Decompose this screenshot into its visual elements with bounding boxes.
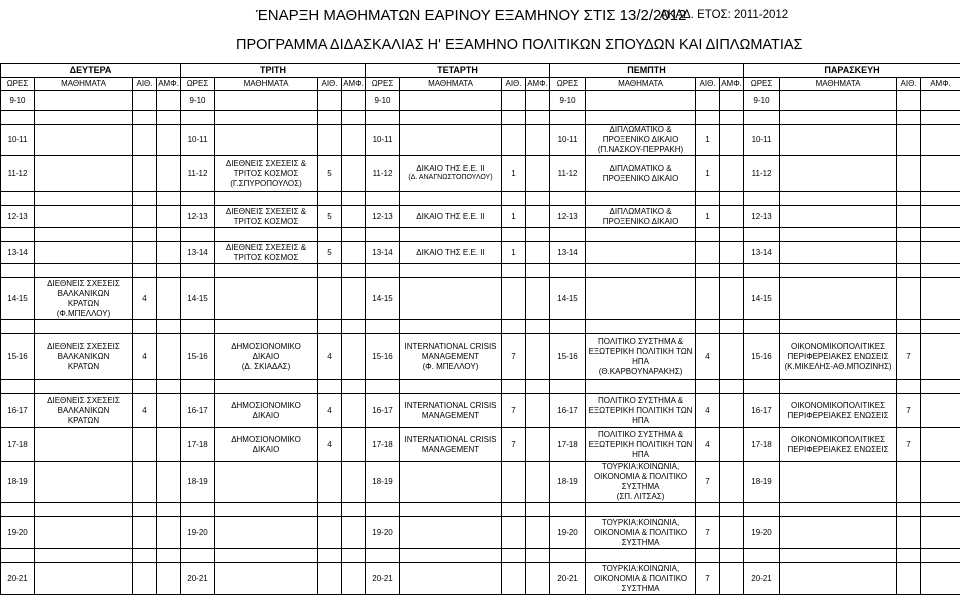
room: 1 [696,125,720,156]
slot-hour: 10-11 [1,125,35,156]
col-amph: ΑΜΦ. [720,78,744,91]
program-title: ΠΡΟΓΡΑΜΜΑ ΔΙΔΑΣΚΑΛΙΑΣ Η' ΕΞΑΜΗΝΟ ΠΟΛΙΤΙΚΩΝ ΣΠΟΥΔΩΝ ΚΑΙ ΔΙΠΛΩΜΑΤΙΑΣ [236,37,803,53]
slot-hour: 18-19 [366,462,400,503]
slot-hour: 17-18 [366,428,400,462]
slot-hour: 10-11 [181,125,215,156]
course-municipal-law: ΔΗΜΟΣΙΟΝΟΜΙΚΟ ΔΙΚΑΙΟ [215,428,318,462]
room: 7 [696,462,720,503]
course-regional-unions: ΟΙΚΟΝΟΜΙΚΟΠΟΛΙΤΙΚΕΣ ΠΕΡΙΦΕΡΕΙΑΚΕΣ ΕΝΩΣΕΙΣ (Κ.ΜΙΚΕΛΗΣ-ΑΘ.ΜΠΟΖΙΝΗΣ) [780,334,897,380]
slot-hour: 14-15 [181,278,215,320]
slot-row [1,462,960,503]
room: 1 [502,206,526,228]
course-crisis-management: INTERNATIONAL CRISIS MANAGEMENT (Φ. ΜΠΕΛΛΟΥ) [400,334,502,380]
days-row [1,64,960,78]
room: 7 [696,563,720,595]
day-tuesday: ΤΡΙΤΗ [181,64,366,78]
course-diplomatic-law: ΔΙΠΛΩΜΑΤΙΚΟ & ΠΡΟΞΕΝΙΚΟ ΔΙΚΑΙΟ (Π.ΝΑΣΚΟΥ-ΠΕΡΡΑΚΗ) [586,125,696,156]
slot-hour: 19-20 [550,517,586,549]
col-courses: ΜΑΘΗΜΑΤΑ [586,78,696,91]
slot-row [1,156,960,192]
slot-hour: 14-15 [744,278,780,320]
slot-hour: 14-15 [550,278,586,320]
room: 1 [696,206,720,228]
col-room: ΑΙΘ. [696,78,720,91]
col-room: ΑΙΘ. [133,78,157,91]
col-room: ΑΙΘ. [502,78,526,91]
slot-hour: 11-12 [550,156,586,192]
room: 5 [318,242,342,264]
timetable [0,63,960,595]
slot-hour: 15-16 [366,334,400,380]
course-intl-relations-third-world: ΔΙΕΘΝΕΙΣ ΣΧΕΣΕΙΣ & ΤΡΙΤΟΣ ΚΟΣΜΟΣ [215,242,318,264]
slot-hour: 17-18 [550,428,586,462]
slot-hour: 15-16 [744,334,780,380]
room: 7 [897,394,921,428]
slot-row [1,278,960,320]
slot-hour: 9-10 [744,91,780,111]
slot-hour: 15-16 [181,334,215,380]
course-usa-politics: ΠΟΛΙΤΙΚΟ ΣΥΣΤΗΜΑ & ΕΞΩΤΕΡΙΚΗ ΠΟΛΙΤΙΚΗ ΤΩΝ ΗΠΑ [586,394,696,428]
slot-hour: 16-17 [1,394,35,428]
col-room: ΑΙΘ. [897,78,921,91]
slot-hour: 12-13 [181,206,215,228]
course-turkey: ΤΟΥΡΚΙΑ:ΚΟΙΝΩΝΙΑ, ΟΙΚΟΝΟΜΙΑ & ΠΟΛΙΤΙΚΟ ΣΥΣΤΗΜΑ [586,517,696,549]
slot-hour: 14-15 [366,278,400,320]
slot-hour: 17-18 [181,428,215,462]
slot-hour: 12-13 [1,206,35,228]
slot-row [1,242,960,264]
col-room: ΑΙΘ. [318,78,342,91]
room: 4 [318,428,342,462]
page-title: ΈΝΑΡΞΗ ΜΑΘΗΜΑΤΩΝ ΕΑΡΙΝΟΥ ΕΞΑΜΗΝΟΥ ΣΤΙΣ 13/2/2012 [256,7,686,24]
slot-hour: 11-12 [181,156,215,192]
course-eu-law: ΔΙΚΑΙΟ ΤΗΣ Ε.Ε. ΙΙ (Δ. ΑΝΑΓΝΩΣΤΟΠΟΥΛΟΥ) [400,156,502,192]
slot-hour: 18-19 [1,462,35,503]
room: 5 [318,206,342,228]
course-crisis-management: INTERNATIONAL CRISIS MANAGEMENT [400,394,502,428]
slot-hour: 10-11 [744,125,780,156]
course-balkan-relations: ΔΙΕΘΝΕΙΣ ΣΧΕΣΕΙΣ ΒΑΛΚΑΝΙΚΩΝ ΚΡΑΤΩΝ [35,394,133,428]
slot-hour: 13-14 [1,242,35,264]
room: 7 [502,334,526,380]
slot-row [1,394,960,428]
course-diplomatic-law: ΔΙΠΛΩΜΑΤΙΚΟ & ΠΡΟΞΕΝΙΚΟ ΔΙΚΑΙΟ [586,156,696,192]
slot-hour: 18-19 [550,462,586,503]
day-friday: ΠΑΡΑΣΚΕΥΗ [744,64,960,78]
course-usa-politics: ΠΟΛΙΤΙΚΟ ΣΥΣΤΗΜΑ & ΕΞΩΤΕΡΙΚΗ ΠΟΛΙΤΙΚΗ ΤΩΝ ΗΠΑ [586,428,696,462]
slot-hour: 15-16 [1,334,35,380]
col-hours: ΩΡΕΣ [744,78,780,91]
col-amph: ΑΜΦ. [526,78,550,91]
course-usa-politics: ΠΟΛΙΤΙΚΟ ΣΥΣΤΗΜΑ & ΕΞΩΤΕΡΙΚΗ ΠΟΛΙΤΙΚΗ ΤΩΝ ΗΠΑ (Θ.ΚΑΡΒΟΥΝΑΡΑΚΗΣ) [586,334,696,380]
course-eu-law: ΔΙΚΑΙΟ ΤΗΣ Ε.Ε. ΙΙ [400,242,502,264]
room: 4 [696,428,720,462]
slot-hour: 16-17 [181,394,215,428]
slot-hour: 11-12 [1,156,35,192]
slot-hour: 19-20 [1,517,35,549]
course-diplomatic-law: ΔΙΠΛΩΜΑΤΙΚΟ & ΠΡΟΞΕΝΙΚΟ ΔΙΚΑΙΟ [586,206,696,228]
slot-hour: 20-21 [366,563,400,595]
course-intl-relations-third-world: ΔΙΕΘΝΕΙΣ ΣΧΕΣΕΙΣ & ΤΡΙΤΟΣ ΚΟΣΜΟΣ [215,206,318,228]
slot-hour: 15-16 [550,334,586,380]
slot-hour: 20-21 [181,563,215,595]
course-crisis-management: INTERNATIONAL CRISIS MANAGEMENT [400,428,502,462]
slot-hour: 13-14 [550,242,586,264]
col-hours: ΩΡΕΣ [181,78,215,91]
slot-hour: 20-21 [550,563,586,595]
room: 7 [897,334,921,380]
room: 1 [502,156,526,192]
slot-hour: 17-18 [744,428,780,462]
room: 4 [133,278,157,320]
slot-hour: 19-20 [366,517,400,549]
slot-row [1,334,960,380]
slot-hour: 11-12 [744,156,780,192]
slot-hour: 11-12 [366,156,400,192]
col-courses: ΜΑΘΗΜΑΤΑ [780,78,897,91]
slot-row [1,428,960,462]
course-municipal-law: ΔΗΜΟΣΙΟΝΟΜΙΚΟ ΔΙΚΑΙΟ (Δ. ΣΚΙΑΔΑΣ) [215,334,318,380]
course-turkey: ΤΟΥΡΚΙΑ:ΚΟΙΝΩΝΙΑ, ΟΙΚΟΝΟΜΙΑ & ΠΟΛΙΤΙΚΟ ΣΥΣΤΗΜΑ (ΣΠ. ΛΙΤΣΑΣ) [586,462,696,503]
room: 7 [897,428,921,462]
slot-hour: 19-20 [744,517,780,549]
room: 7 [502,428,526,462]
room: 4 [318,394,342,428]
slot-hour: 16-17 [744,394,780,428]
room: 4 [133,394,157,428]
slot-hour: 19-20 [181,517,215,549]
course-balkan-relations: ΔΙΕΘΝΕΙΣ ΣΧΕΣΕΙΣ ΒΑΛΚΑΝΙΚΩΝ ΚΡΑΤΩΝ [35,334,133,380]
slot-hour: 9-10 [366,91,400,111]
slot-hour: 9-10 [181,91,215,111]
room: 4 [318,334,342,380]
col-courses: ΜΑΘΗΜΑΤΑ [400,78,502,91]
col-amph: ΑΜΦ. [342,78,366,91]
slot-hour: 12-13 [744,206,780,228]
col-courses: ΜΑΘΗΜΑΤΑ [215,78,318,91]
col-hours: ΩΡΕΣ [366,78,400,91]
col-amph: ΑΜΦ. [157,78,181,91]
slot-hour: 10-11 [366,125,400,156]
slot-row [1,125,960,156]
course-turkey: ΤΟΥΡΚΙΑ:ΚΟΙΝΩΝΙΑ, ΟΙΚΟΝΟΜΙΑ & ΠΟΛΙΤΙΚΟ ΣΥΣΤΗΜΑ [586,563,696,595]
col-hours: ΩΡΕΣ [1,78,35,91]
slot-hour: 13-14 [744,242,780,264]
col-courses: ΜΑΘΗΜΑΤΑ [35,78,133,91]
room: 1 [696,156,720,192]
slot-hour: 13-14 [366,242,400,264]
col-amph: ΑΜΦ. [921,78,960,91]
room: 7 [502,394,526,428]
room: 1 [502,242,526,264]
course-regional-unions: ΟΙΚΟΝΟΜΙΚΟΠΟΛΙΤΙΚΕΣ ΠΕΡΙΦΕΡΕΙΑΚΕΣ ΕΝΩΣΕΙΣ [780,394,897,428]
slot-hour: 17-18 [1,428,35,462]
course-eu-law: ΔΙΚΑΙΟ ΤΗΣ Ε.Ε. ΙΙ [400,206,502,228]
slot-hour: 18-19 [181,462,215,503]
slot-hour: 9-10 [550,91,586,111]
room: 4 [696,334,720,380]
day-wednesday: ΤΕΤΑΡΤΗ [366,64,550,78]
slot-row [1,563,960,595]
room: 5 [318,156,342,192]
slot-hour: 18-19 [744,462,780,503]
slot-hour: 20-21 [1,563,35,595]
slot-hour: 9-10 [1,91,35,111]
course-intl-relations-third-world: ΔΙΕΘΝΕΙΣ ΣΧΕΣΕΙΣ & ΤΡΙΤΟΣ ΚΟΣΜΟΣ (Γ.ΣΠΥΡΟΠΟΥΛΟΣ) [215,156,318,192]
slot-row [1,91,960,111]
day-thursday: ΠΕΜΠΤΗ [550,64,744,78]
slot-hour: 13-14 [181,242,215,264]
room: 7 [696,517,720,549]
academic-year: ΑΚΑΔ. ΕΤΟΣ: 2011-2012 [660,9,788,21]
slot-hour: 14-15 [1,278,35,320]
slot-row [1,517,960,549]
slot-hour: 12-13 [366,206,400,228]
slot-hour: 16-17 [366,394,400,428]
course-balkan-relations: ΔΙΕΘΝΕΙΣ ΣΧΕΣΕΙΣ ΒΑΛΚΑΝΙΚΩΝ ΚΡΑΤΩΝ (Φ.ΜΠΕΛΛΟΥ) [35,278,133,320]
slot-hour: 20-21 [744,563,780,595]
room: 4 [133,334,157,380]
slot-hour: 12-13 [550,206,586,228]
column-header-row [1,78,960,91]
room: 4 [696,394,720,428]
slot-hour: 10-11 [550,125,586,156]
day-monday: ΔΕΥΤΕΡΑ [1,64,181,78]
slot-row [1,206,960,228]
course-municipal-law: ΔΗΜΟΣΙΟΝΟΜΙΚΟ ΔΙΚΑΙΟ [215,394,318,428]
slot-hour: 16-17 [550,394,586,428]
course-regional-unions: ΟΙΚΟΝΟΜΙΚΟΠΟΛΙΤΙΚΕΣ ΠΕΡΙΦΕΡΕΙΑΚΕΣ ΕΝΩΣΕΙΣ [780,428,897,462]
col-hours: ΩΡΕΣ [550,78,586,91]
